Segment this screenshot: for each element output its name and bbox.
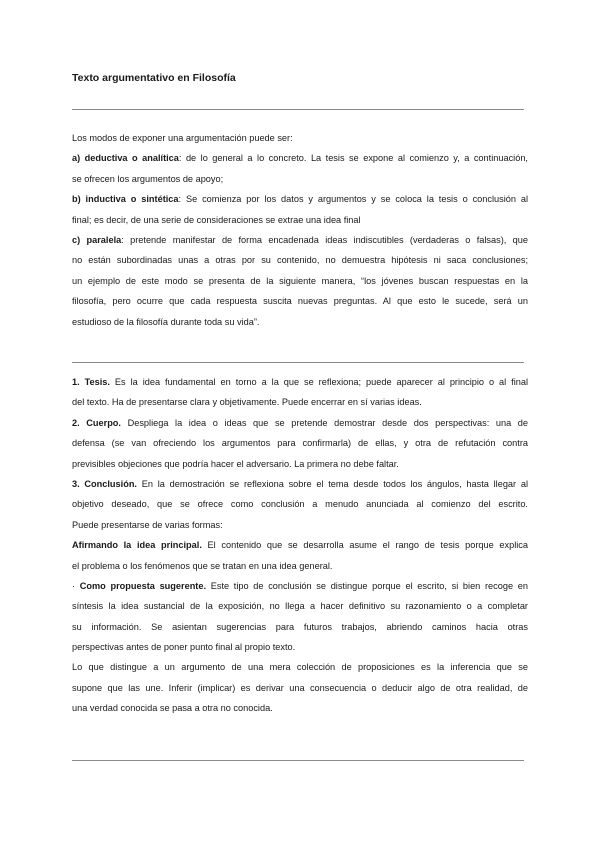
cuerpo-label: 2. Cuerpo. [72, 417, 121, 428]
section-modes [72, 128, 528, 332]
conclusion-text: En la demostración se reflexiona sobre el tema desde todos los ángulos, hasta llegar al [137, 478, 529, 489]
afirmando-line-1 [72, 535, 528, 555]
propuesta-line-3: su información. Se asientan sugerencias para futuros trabajos, abriendo caminos hacia otras [72, 621, 528, 632]
afirmando-label: Afirmando la idea principal. [72, 540, 202, 551]
afirmando-line-2: el problema o los fenómenos que se tratan en una idea general. [72, 560, 333, 571]
propuesta-label: Como propuesta sugerente. [79, 580, 207, 591]
tesis-label: 1. Tesis. [72, 377, 110, 387]
cuerpo-line-1 [72, 413, 528, 433]
propuesta-bullet: · [72, 580, 80, 591]
mode-b-label: b) inductiva o sintética [72, 194, 179, 205]
conclusion-label: 3. Conclusión. [72, 478, 137, 489]
final-line-1: Lo que distingue a un argumento de una mera colección de proposiciones es la inferencia que se [72, 662, 528, 673]
mode-b-line-1 [72, 189, 528, 209]
mode-a-line-1 [72, 148, 528, 168]
conclusion-line-3: Puede presentarse de varias formas: [72, 519, 223, 530]
mode-c-label: c) paralela [72, 234, 122, 245]
mode-b-text: : Se comienza por los datos y argumentos y se coloca la tesis o conclusión al [178, 194, 529, 205]
cuerpo-text: Despliega la idea o ideas que se pretende demostrar desde dos perspectivas: una de [120, 417, 528, 428]
mode-c-line-5: estudioso de la filosofía durante toda su vida”. [72, 316, 260, 327]
document-title: Texto argumentativo en Filosofía [72, 72, 236, 84]
mode-a-text: : de lo general a lo concreto. La tesis se expone al comienzo y, a continuación, [178, 153, 528, 164]
cuerpo-line-3: previsibles objeciones que podría hacer el adversario. La primera no debe faltar. [72, 458, 399, 469]
modes-intro: Los modos de exponer una argumentación puede ser: [72, 133, 293, 143]
mode-c-line-1 [72, 230, 528, 250]
divider-top [72, 109, 524, 110]
conclusion-line-1 [72, 474, 528, 494]
propuesta-text: Este tipo de conclusión se distingue porque el escrito, si bien recoge en [206, 580, 528, 591]
tesis-text: Es la idea fundamental en torno a la que se reflexiona; puede aparecer al principio o al final [109, 377, 528, 387]
divider-middle [72, 362, 524, 363]
propuesta-line-4: perspectivas antes de poner punto final al propio texto. [72, 642, 296, 653]
section-structure [72, 372, 528, 719]
mode-c-line-2: no están subordinadas unas a otras por su contenido, no demuestra hipótesis ni saca conclusiones; [72, 255, 528, 266]
conclusion-line-2: objetivo deseado, que se ofrece como conclusión a menudo anunciada al comienzo del escrito. [72, 499, 528, 510]
final-line-2: supone que las une. Inferir (implicar) es derivar una consecuencia o deducir algo de otra realidad, de [72, 682, 528, 693]
divider-bottom [72, 760, 524, 761]
tesis-line-1 [72, 372, 528, 392]
final-line-3: una verdad conocida se pasa a otra no conocida. [72, 703, 273, 714]
mode-c-text: : pretende manifestar de forma encadenada ideas indiscutibles (verdaderas o falsas), que [121, 234, 528, 245]
mode-a-line-2: se ofrecen los argumentos de apoyo; [72, 173, 224, 184]
propuesta-line-1 [72, 576, 528, 596]
cuerpo-line-2: defensa (se van ofreciendo los argumentos para confirmarla) de ellas, y otra de refutación contra [72, 438, 528, 449]
tesis-line-2: del texto. Ha de presentarse clara y objetivamente. Puede encerrar en sí varias ideas. [72, 397, 422, 408]
mode-b-line-2: final; es decir, de una serie de consideraciones se extrae una idea final [72, 214, 361, 225]
mode-c-line-3: un ejemplo de este modo se presenta de la siguiente manera, “los jóvenes buscan respuestas en la [72, 275, 528, 286]
afirmando-text: El contenido que se desarrolla asume el rango de tesis porque explica [201, 540, 528, 551]
propuesta-line-2: síntesis la idea sustancial de la exposición, no llega a hacer definitivo su razonamiento o a completar [72, 601, 528, 612]
mode-a-label: a) deductiva o analítica [72, 153, 179, 164]
mode-c-line-4: filosofía, pero ocurre que cada respuesta suscita nuevas preguntas. Al que esto le sucede, será un [72, 296, 528, 307]
